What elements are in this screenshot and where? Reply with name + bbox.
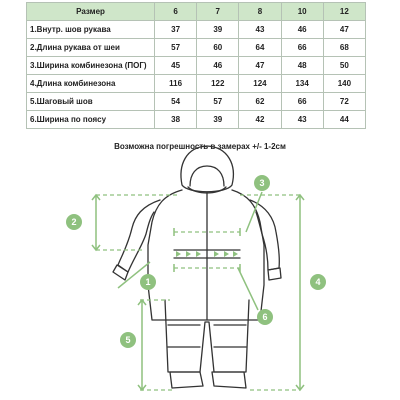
table-cell: 39 bbox=[197, 21, 239, 39]
row-label: 3.Ширина комбинезона (ПОГ) bbox=[27, 57, 155, 75]
row-label: 5.Шаговый шов bbox=[27, 93, 155, 111]
right-cuff bbox=[268, 268, 281, 280]
row-label: 1.Внутр. шов рукава bbox=[27, 21, 155, 39]
guide-inseam-arrow bbox=[138, 300, 146, 390]
marker-5-label: 5 bbox=[125, 335, 131, 345]
measurement-tolerance-note: Возможна погрешность в замерах +/- 1-2см bbox=[114, 142, 286, 151]
header-size-12: 12 bbox=[323, 3, 365, 21]
table-cell: 38 bbox=[155, 111, 197, 129]
header-size-10: 10 bbox=[281, 3, 323, 21]
table-cell: 140 bbox=[323, 75, 365, 93]
table-cell: 46 bbox=[197, 57, 239, 75]
table-cell: 45 bbox=[155, 57, 197, 75]
guide-inseam-lines bbox=[140, 300, 175, 390]
table-cell: 72 bbox=[323, 93, 365, 111]
table-cell: 37 bbox=[155, 21, 197, 39]
table-cell: 46 bbox=[281, 21, 323, 39]
marker-2-label: 2 bbox=[71, 217, 77, 227]
table-cell: 116 bbox=[155, 75, 197, 93]
table-cell: 39 bbox=[197, 111, 239, 129]
header-size-label: Размер bbox=[27, 3, 155, 21]
table-cell: 68 bbox=[323, 39, 365, 57]
table-cell: 50 bbox=[323, 57, 365, 75]
row-label: 4.Длина комбинезона bbox=[27, 75, 155, 93]
marker-4 bbox=[310, 274, 326, 290]
right-boot bbox=[212, 372, 246, 388]
marker-6 bbox=[257, 309, 273, 325]
hood-face-opening bbox=[190, 166, 224, 186]
table-cell: 48 bbox=[281, 57, 323, 75]
row-label: 6.Ширина по поясу bbox=[27, 111, 155, 129]
marker-1-label: 1 bbox=[145, 277, 151, 287]
marker-4-label: 4 bbox=[315, 277, 321, 287]
table-cell: 57 bbox=[197, 93, 239, 111]
table-cell: 64 bbox=[239, 39, 281, 57]
left-boot bbox=[170, 372, 203, 388]
knee-patches bbox=[168, 325, 246, 347]
marker-2 bbox=[66, 214, 82, 230]
hood-outline bbox=[181, 146, 233, 192]
marker-6-label: 6 bbox=[262, 312, 268, 322]
guide-pointer-waist bbox=[238, 268, 258, 310]
table-cell: 54 bbox=[155, 93, 197, 111]
table-cell: 134 bbox=[281, 75, 323, 93]
table-cell: 57 bbox=[155, 39, 197, 57]
header-size-6: 6 bbox=[155, 3, 197, 21]
table-cell: 47 bbox=[323, 21, 365, 39]
header-size-8: 8 bbox=[239, 3, 281, 21]
table-cell: 66 bbox=[281, 93, 323, 111]
table-cell: 124 bbox=[239, 75, 281, 93]
table-cell: 44 bbox=[323, 111, 365, 129]
guide-total-length-arrow bbox=[296, 195, 304, 390]
table-cell: 122 bbox=[197, 75, 239, 93]
table-cell: 43 bbox=[239, 21, 281, 39]
header-size-7: 7 bbox=[197, 3, 239, 21]
marker-1 bbox=[140, 274, 156, 290]
table-cell: 60 bbox=[197, 39, 239, 57]
marker-3-label: 3 bbox=[259, 178, 265, 188]
marker-3 bbox=[254, 175, 270, 191]
table-cell: 62 bbox=[239, 93, 281, 111]
left-sleeve-outline bbox=[118, 200, 160, 272]
guide-sleeve-length-lines bbox=[96, 195, 180, 250]
table-cell: 42 bbox=[239, 111, 281, 129]
row-label: 2.Длина рукава от шеи bbox=[27, 39, 155, 57]
marker-5 bbox=[120, 332, 136, 348]
left-cuff bbox=[113, 265, 128, 280]
guide-sleeve-length-arrow bbox=[92, 195, 100, 250]
table-cell: 66 bbox=[281, 39, 323, 57]
table-cell: 43 bbox=[281, 111, 323, 129]
table-cell: 47 bbox=[239, 57, 281, 75]
